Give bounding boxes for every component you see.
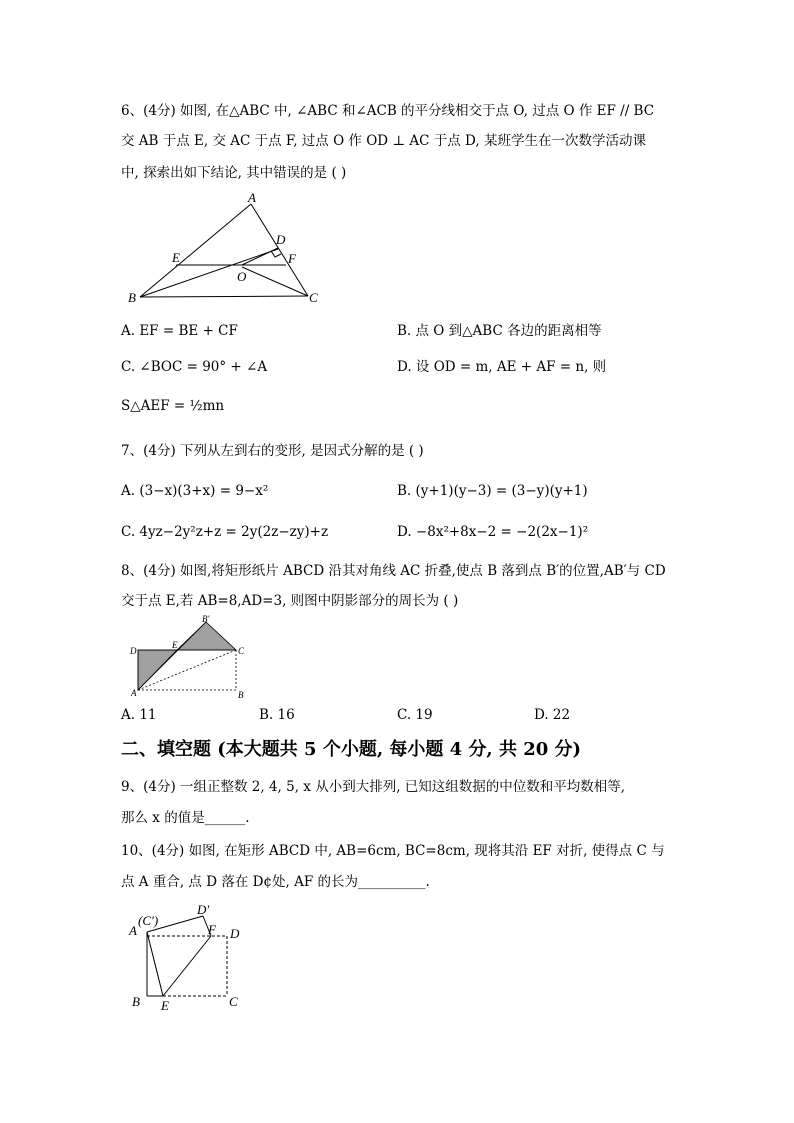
label-e: E [172,640,178,650]
q6-option-c[interactable]: C. ∠BOC = 90° + ∠A [121,359,268,375]
q8-option-b[interactable]: B. 16 [259,707,295,723]
q6-option-b[interactable]: B. 点 O 到△ABC 各边的距离相等 [397,323,602,339]
label-d-prime: D′ [197,902,210,917]
right-angle-mark [271,251,281,257]
seg-ac [251,204,308,296]
seg-bf-bisector [140,249,278,297]
seg-bc [140,296,308,297]
q8-option-c[interactable]: C. 19 [397,707,433,723]
label-a: A [131,688,137,698]
label-c: C [238,646,245,656]
shaded-triangle-b-prime [177,622,236,650]
q7-option-a[interactable]: A. (3−x)(3+x) = 9−x² [121,483,269,499]
q10-stem-line2: 点 A 重合, 点 D 落在 D¢处, AF 的长为__________. [121,874,430,890]
seg-od [242,248,278,265]
q6-option-d-formula: S△AEF = ½mn [121,398,225,414]
q6-stem-line3: 中, 探索出如下结论, 其中错误的是 ( ) [121,165,347,181]
q8-option-a[interactable]: A. 11 [121,707,157,723]
q6-stem-line1: 6、(4分) 如图, 在△ABC 中, ∠ABC 和∠ACB 的平分线相交于点 O, 过点 O 作 EF // BC [121,103,655,119]
q8-rectangle-fold-figure [128,614,250,700]
label-a: A [129,923,137,938]
q8-option-d[interactable]: D. 22 [534,707,571,723]
seg-ae [147,932,163,996]
q6-option-d[interactable]: D. 设 OD = m, AE + AF = n, 则 [397,359,607,375]
label-e: E [161,998,169,1013]
label-d: D [230,926,240,941]
seg-ab [140,204,251,297]
seg-oc [242,267,308,296]
label-o: O [237,269,247,284]
seg-ef [163,936,211,996]
q7-stem: 7、(4分) 下列从左到右的变形, 是因式分解的是 ( ) [121,443,424,459]
q6-option-a[interactable]: A. EF = BE + CF [121,323,238,339]
label-c: C [309,290,318,305]
q7-option-b[interactable]: B. (y+1)(y−3) = (3−y)(y+1) [397,483,588,499]
q6-triangle-figure [120,192,330,308]
label-c-prime: (C′) [138,913,159,928]
q10-rectangle-fold-figure [125,902,255,1014]
label-f: F [208,922,216,937]
q9-stem-line2: 那么 x 的值是______. [121,810,250,826]
label-b-prime: B′ [202,614,210,624]
label-b: B [132,994,140,1009]
label-e: E [172,250,180,265]
label-f: F [288,251,296,266]
q8-stem-line1: 8、(4分) 如图,将矩形纸片 ABCD 沿其对角线 AC 折叠,使点 B 落到点 B′的位置,AB′与 CD [121,563,666,579]
label-b: B [128,290,136,305]
label-d: D [130,646,137,656]
q9-stem-line1: 9、(4分) 一组正整数 2, 4, 5, x 从小到大排列, 已知这组数据的中位数和平均数相等, [121,779,626,795]
label-a: A [248,192,256,205]
label-c: C [229,994,238,1009]
label-d: D [276,232,286,247]
q10-stem-line1: 10、(4分) 如图, 在矩形 ABCD 中, AB=6cm, BC=8cm, 现将其沿 EF 对折, 使得点 C 与 [121,843,665,859]
section-fill-in-title: 二、填空题 (本大题共 5 个小题, 每小题 4 分, 共 20 分) [121,739,582,760]
q7-option-d[interactable]: D. −8x²+8x−2 = −2(2x−1)² [397,524,589,540]
q6-stem-line2: 交 AB 于点 E, 交 AC 于点 F, 过点 O 作 OD ⊥ AC 于点 D, 某班学生在一次数学活动课 [121,133,646,149]
q7-option-c[interactable]: C. 4yz−2y²z+z = 2y(2z−zy)+z [121,524,329,540]
label-b: B [238,690,244,700]
q8-stem-line2: 交于点 E,若 AB=8,AD=3, 则图中阴影部分的周长为 ( ) [121,593,459,609]
